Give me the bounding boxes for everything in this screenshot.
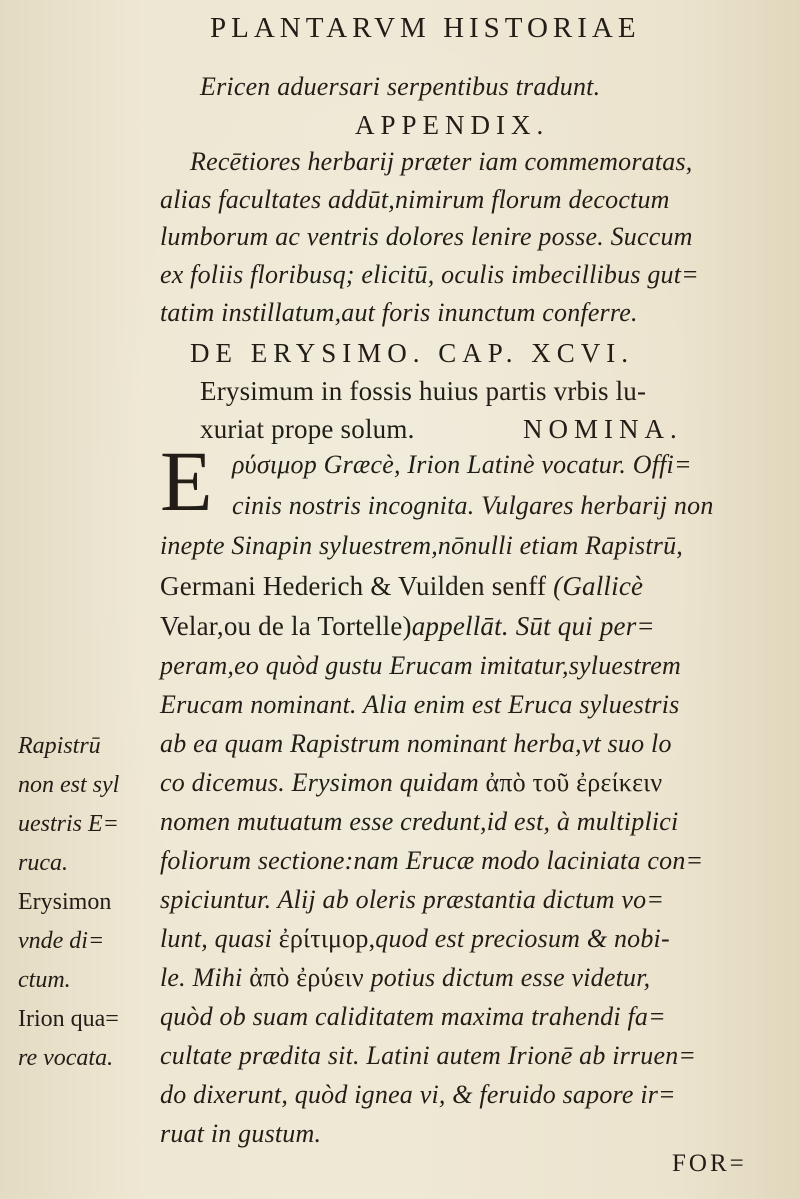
text-segment: lunt, quasi xyxy=(160,924,272,953)
text-line-18: ab ea quam Rapistrum nominant herba,vt suo lo xyxy=(160,729,672,758)
text-line-5: lumborum ac ventris dolores lenire posse. Succum xyxy=(160,222,693,251)
greek-word: ρύσιμοp xyxy=(232,450,317,479)
chapter-heading: DE ERYSIMO. CAP. XCVI. xyxy=(190,338,635,368)
margin-note-line: ctum. xyxy=(18,967,71,993)
drop-capital: E xyxy=(160,433,213,529)
text-line-7: tatim instillatum,aut foris inunctum conferre. xyxy=(160,298,638,327)
text-line-24 xyxy=(160,965,650,991)
text-segment: appellāt. Sūt qui per= xyxy=(411,611,655,641)
text-line-11 xyxy=(232,452,692,478)
appendix-heading: APPENDIX. xyxy=(355,110,550,140)
margin-note-line: Erysimon xyxy=(18,889,112,915)
greek-phrase: ἀπὸ ἐρύειν xyxy=(249,963,364,992)
text-segment: co dicemus. Erysimon quidam xyxy=(160,768,479,797)
text-segment: (Gallicè xyxy=(553,571,644,601)
text-line-14 xyxy=(160,573,643,600)
catchword: FOR= xyxy=(672,1150,747,1177)
text-segment: Germani xyxy=(160,571,256,601)
margin-note-line: uestris E= xyxy=(18,811,119,837)
text-line-1: Ericen aduersari serpentibus tradunt. xyxy=(200,72,601,101)
text-line-6: ex foliis floribusq; elicitū, oculis imbecillibus gut= xyxy=(160,260,699,289)
greek-word: ἐρίτιμοp, xyxy=(278,924,376,953)
text-line-22: spiciuntur. Alij ab oleris prӕstantia dictum vo= xyxy=(160,885,665,914)
text-segment: le. Mihi xyxy=(160,963,243,992)
text-line-27: do dixerunt, quòd ignea vi, & feruido sapore ir= xyxy=(160,1080,676,1109)
text-line-15 xyxy=(160,613,655,640)
margin-note-line: Rapistrū xyxy=(18,733,101,759)
margin-note-line: vnde di= xyxy=(18,928,105,954)
running-title: PLANTARVM HISTORIAE xyxy=(210,12,641,44)
text-line-12: cinis nostris incognita. Vulgares herbarij non xyxy=(232,491,714,520)
text-segment: quod est preciosum & nobi- xyxy=(375,924,670,953)
text-line-4: alias facultates addūt,nimirum florum decoctum xyxy=(160,185,670,214)
text-segment: Grӕcè, Irion Latinè vocatur. Offi= xyxy=(323,450,692,479)
text-line-16: peram,eo quòd gustu Erucam imitatur,syluestrem xyxy=(160,651,681,680)
text-segment: potius dictum esse videtur, xyxy=(370,963,651,992)
text-line-9: Erysimum in fossis huius partis vrbis lu- xyxy=(200,376,647,406)
nomina-heading: NOMINA. xyxy=(523,414,683,444)
margin-note-line: re vocata. xyxy=(18,1045,114,1071)
margin-note-line: ruca. xyxy=(18,850,68,876)
text-line-21: foliorum sectione:nam Erucӕ modo laciniata con= xyxy=(160,846,704,875)
margin-note-line: non est syl xyxy=(18,772,120,798)
greek-phrase: ἀπὸ τοῦ ἐρείκειν xyxy=(485,768,663,797)
text-segment: Hederich & Vuilden senff xyxy=(262,571,547,601)
text-line-10: xuriat prope solum. xyxy=(200,414,415,444)
text-line-19 xyxy=(160,770,662,796)
text-line-26: cultate prӕdita sit. Latini autem Irionē ab irruen= xyxy=(160,1041,697,1070)
text-line-23 xyxy=(160,926,670,952)
text-line-25: quòd ob suam caliditatem maxima trahendi fa= xyxy=(160,1002,666,1031)
text-line-13: inepte Sinapin syluestrem,nōnulli etiam Rapistrū, xyxy=(160,531,684,560)
text-line-28: ruat in gustum. xyxy=(160,1119,322,1148)
text-line-20: nomen mutuatum esse credunt,id est, à multiplici xyxy=(160,807,679,836)
margin-note-line: Irion qua= xyxy=(18,1006,119,1032)
text-line-3: Recētiores herbarij prӕter iam commemoratas, xyxy=(190,147,693,176)
text-line-17: Erucam nominant. Alia enim est Eruca syluestris xyxy=(160,690,680,719)
text-segment: Velar,ou de la Tortelle) xyxy=(160,611,412,641)
